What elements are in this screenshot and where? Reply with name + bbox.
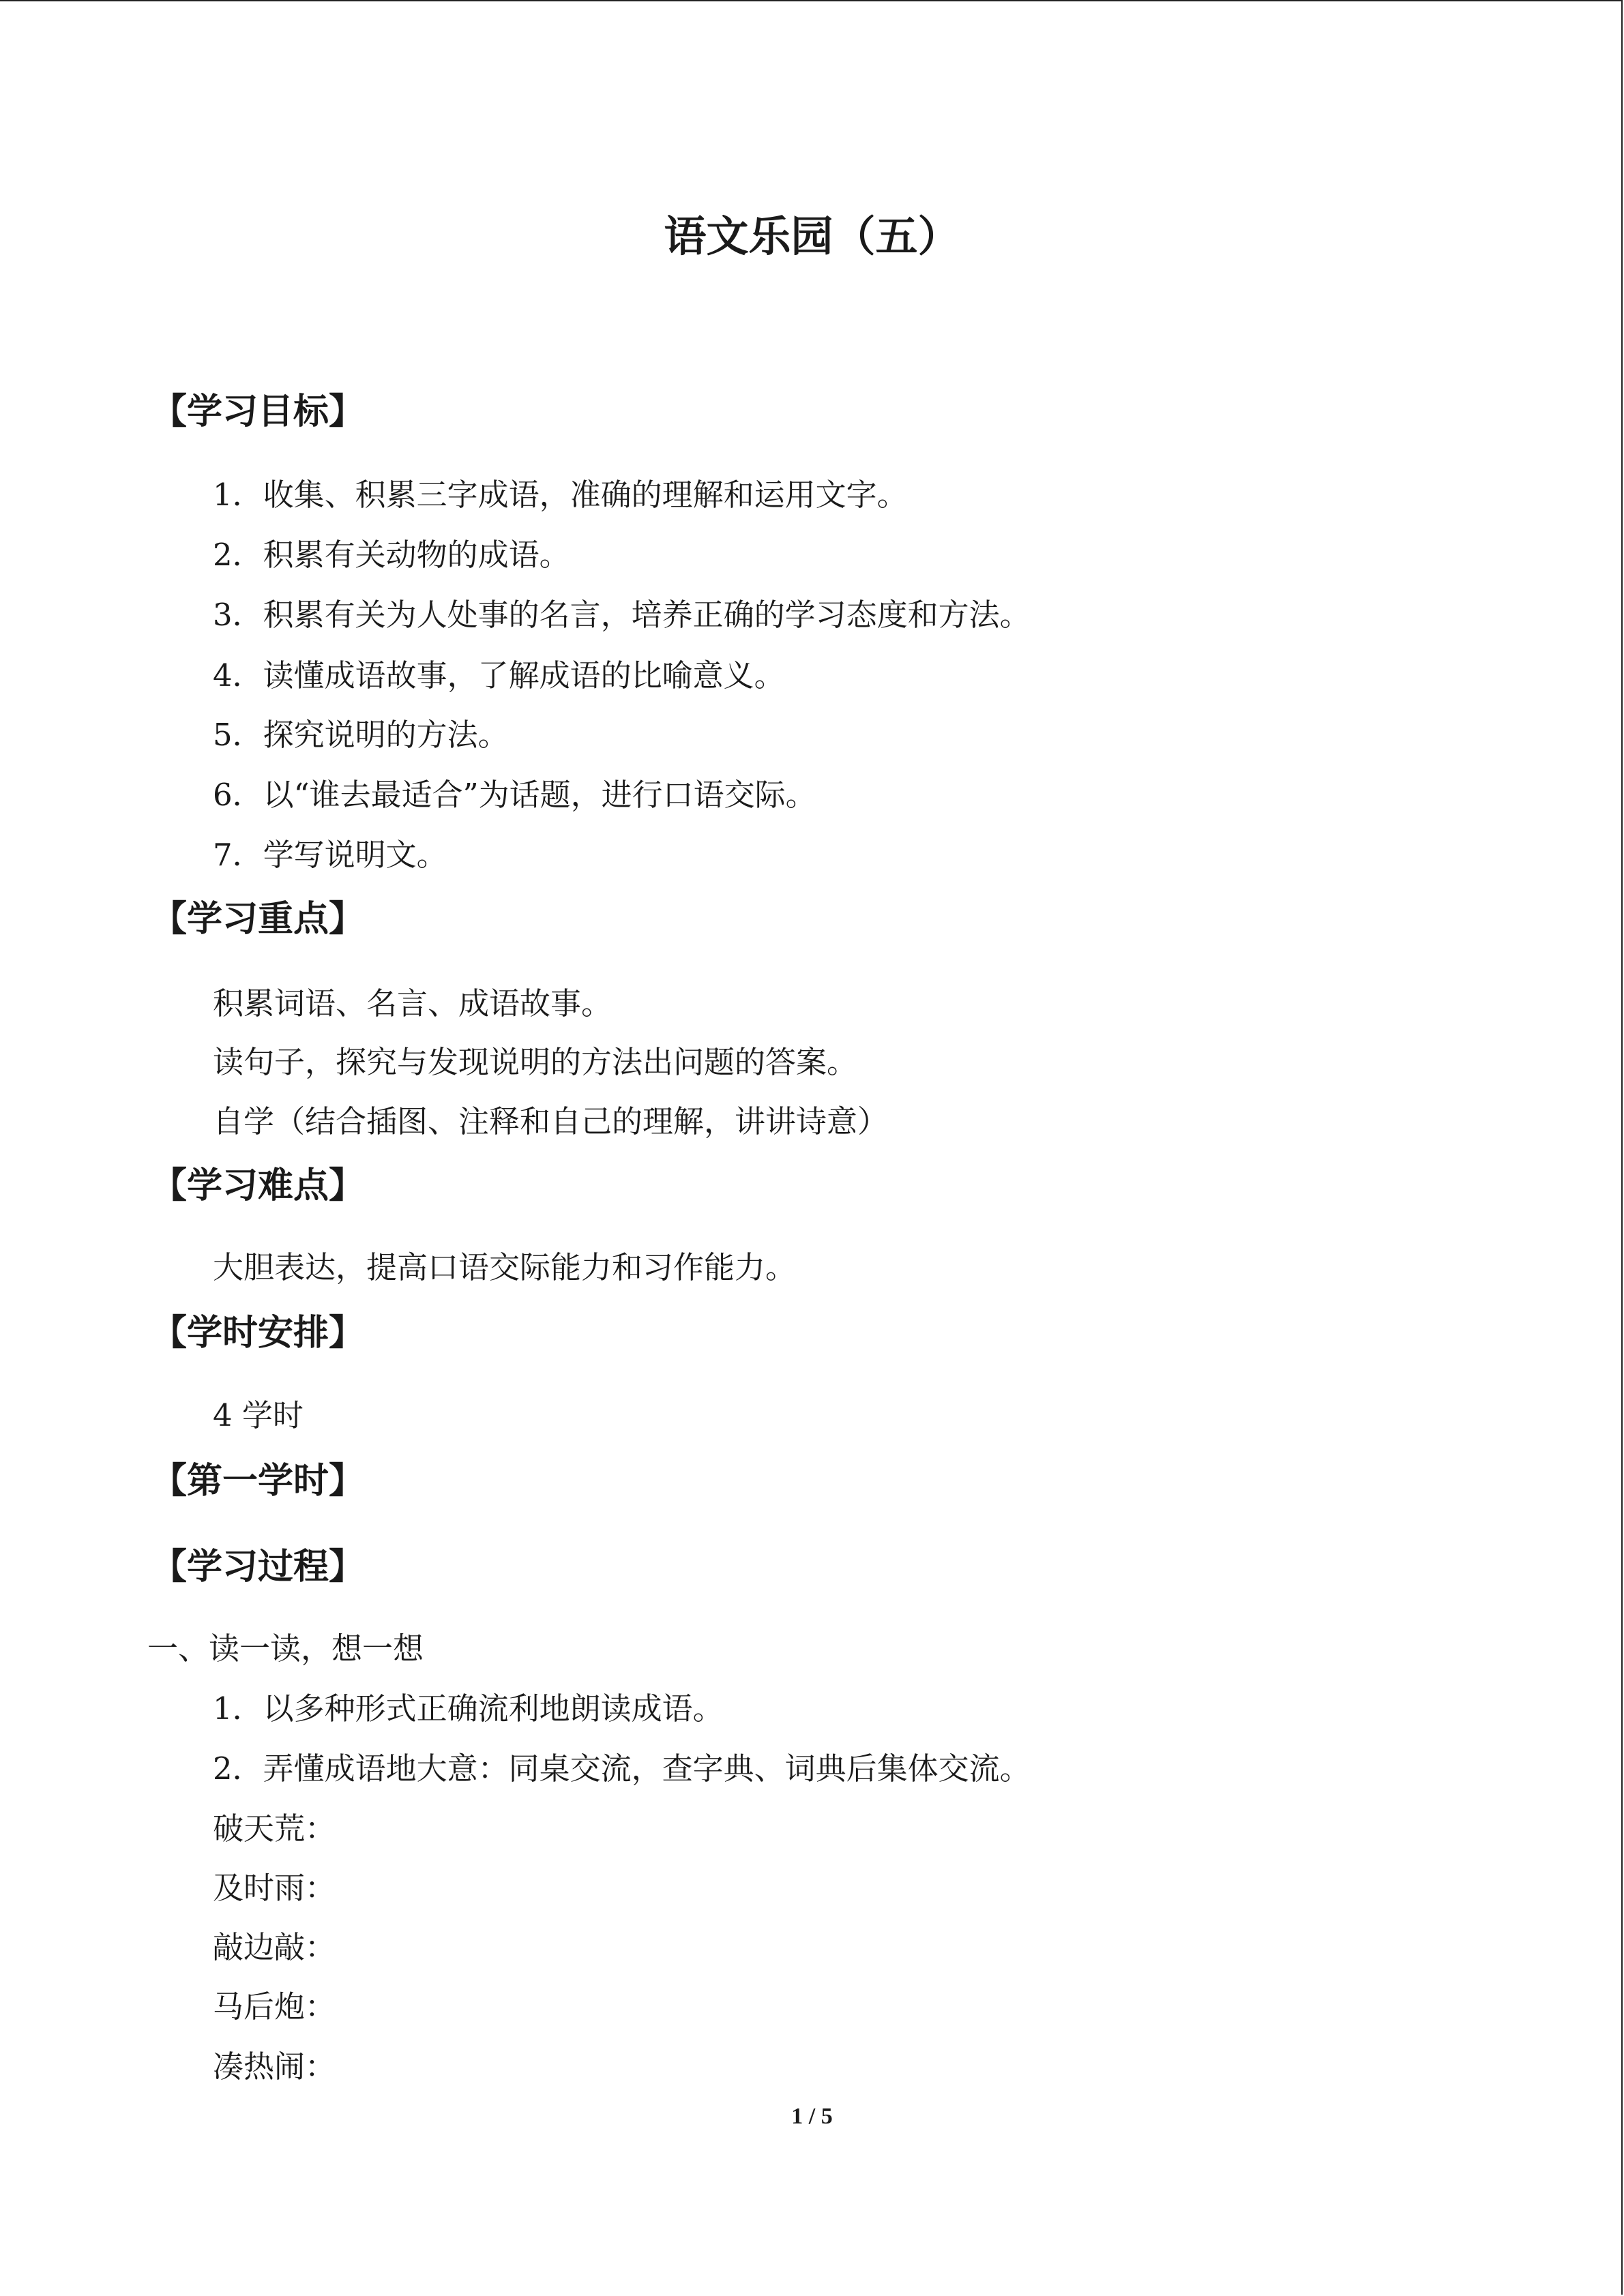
idiom-item: 马后炮： <box>213 1988 336 2025</box>
heading-learning-objectives: 【学习目标】 <box>151 391 365 432</box>
objective-item: 4．读懂成语故事，了解成语的比喻意义。 <box>213 657 785 694</box>
idiom-item: 凑热闹： <box>213 2048 336 2085</box>
objective-item: 2．积累有关动物的成语。 <box>213 537 570 573</box>
heading-schedule: 【学时安排】 <box>151 1313 365 1354</box>
heading-difficulties: 【学习难点】 <box>151 1165 365 1206</box>
idiom-item: 破天荒： <box>213 1810 336 1847</box>
objective-item: 7．学写说明文。 <box>213 837 447 873</box>
page-number: 1 / 5 <box>791 2104 833 2129</box>
key-point-item: 读句子，探究与发现说明的方法出问题的答案。 <box>213 1044 858 1080</box>
heading-learning-process: 【学习过程】 <box>151 1547 365 1587</box>
heading-first-period: 【第一学时】 <box>151 1461 365 1502</box>
objective-item: 3．积累有关为人处事的名言，培养正确的学习态度和方法。 <box>213 597 1031 633</box>
idiom-item: 敲边敲： <box>213 1929 336 1965</box>
key-point-item: 自学（结合插图、注释和自己的理解，讲讲诗意） <box>213 1103 889 1139</box>
objective-item: 5．探究说明的方法。 <box>213 717 509 753</box>
objective-item: 1．收集、积累三字成语，准确的理解和运用文字。 <box>213 477 908 513</box>
process-item: 2．弄懂成语地大意：同桌交流，查字典、词典后集体交流。 <box>213 1750 1031 1787</box>
objective-item: 6．以“谁去最适合”为话题，进行口语交际。 <box>213 777 816 813</box>
process-item: 1．以多种形式正确流利地朗读成语。 <box>213 1690 724 1727</box>
schedule-item: 4 学时 <box>213 1397 304 1433</box>
difficulty-item: 大胆表达，提高口语交际能力和习作能力。 <box>213 1249 797 1285</box>
idiom-item: 及时雨： <box>213 1870 336 1906</box>
document-title: 语文乐园（五） <box>664 211 960 261</box>
heading-key-points: 【学习重点】 <box>151 899 365 940</box>
process-part-title: 一、读一读，想一想 <box>147 1630 424 1667</box>
key-point-item: 积累词语、名言、成语故事。 <box>213 985 612 1022</box>
